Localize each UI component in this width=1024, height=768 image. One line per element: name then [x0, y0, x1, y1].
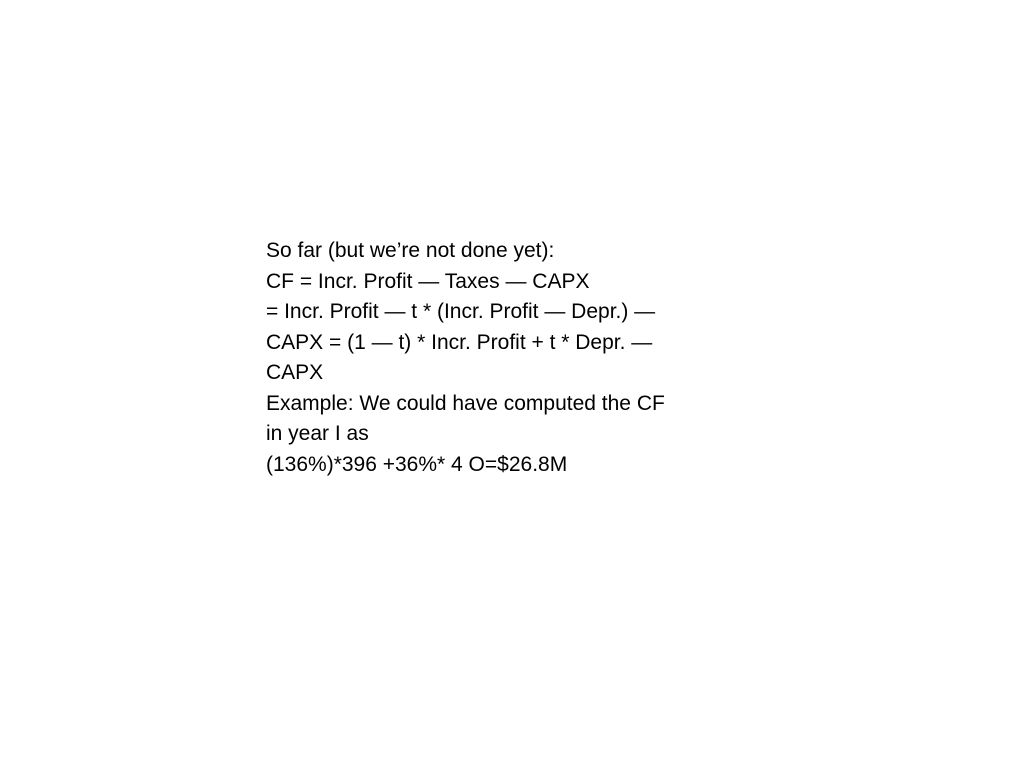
formula-simplified-line: CAPX = (1 — t) * Incr. Profit + t * Depr. — — [266, 330, 653, 354]
example-calculation-line: (136%)*396 +36%* 4 O=$26.8M — [266, 452, 568, 476]
intro-line: So far (but we’re not done yet): — [266, 239, 555, 262]
example-line: Example: We could have computed the CF — [266, 391, 665, 415]
formula-end-line: CAPX — [266, 361, 324, 384]
cf-formula-line: CF = Incr. Profit — Taxes — CAPX — [266, 269, 590, 293]
text-block — [266, 236, 766, 480]
example-continuation-line: in year I as — [266, 422, 369, 445]
formula-expansion-line: = Incr. Profit — t * (Incr. Profit — Depr.) — — [266, 300, 656, 323]
